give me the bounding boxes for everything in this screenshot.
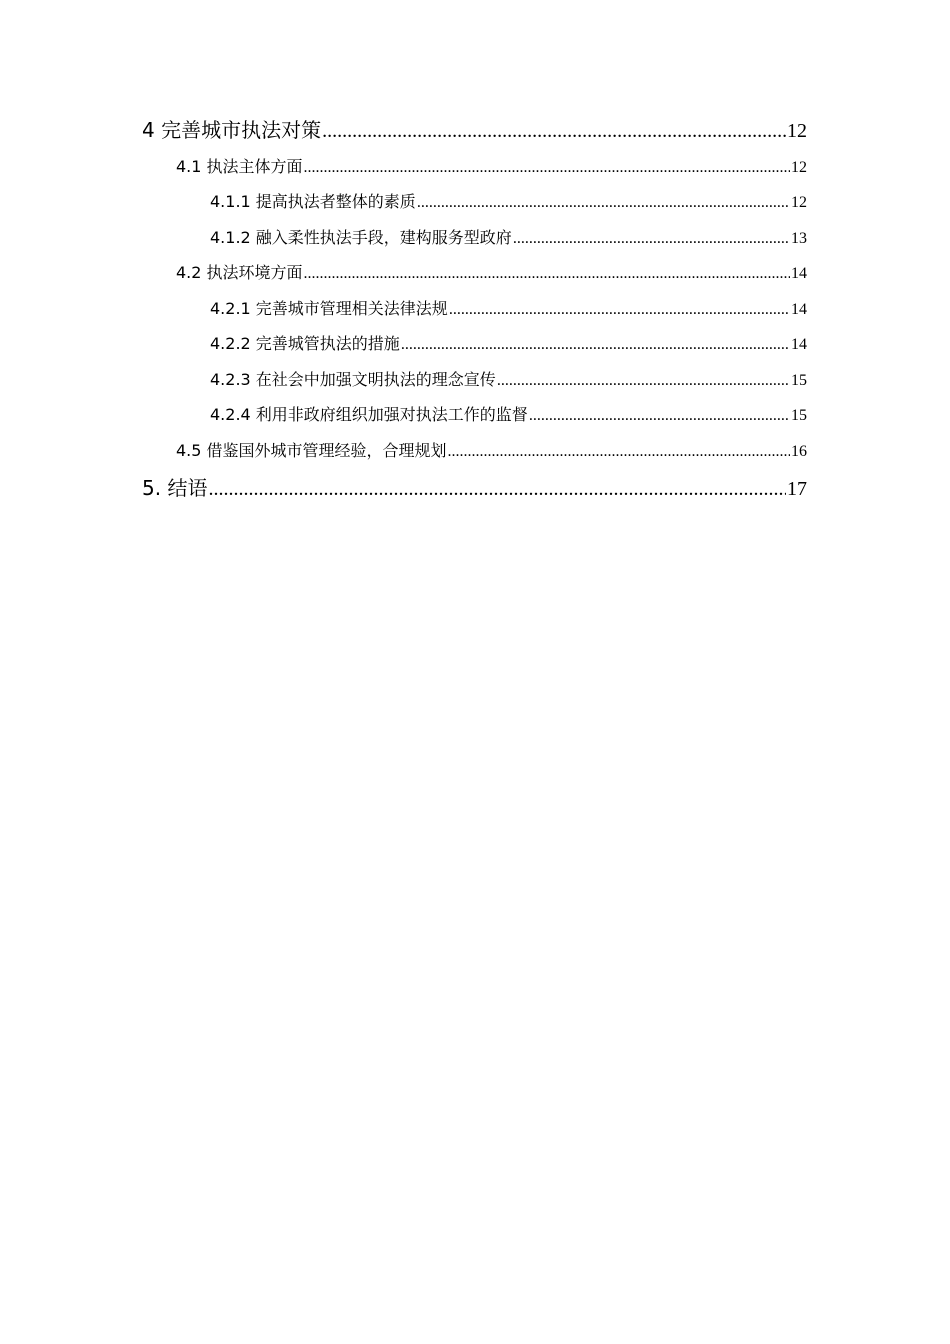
toc-dot-leader [322, 120, 786, 143]
toc-dot-leader [497, 372, 790, 390]
toc-entry-4-1-1[interactable] [210, 189, 807, 212]
toc-page-number: 13 [791, 230, 807, 247]
toc-entry-chapter-5[interactable] [142, 472, 807, 501]
toc-entry-4-5[interactable] [176, 438, 807, 461]
toc-page-number: 14 [791, 336, 807, 353]
toc-page-number: 12 [787, 120, 807, 142]
toc-page-number: 15 [791, 372, 807, 389]
toc-entry-label: 4.1.1 提高执法者整体的素质 [210, 192, 416, 211]
toc-dot-leader [304, 265, 790, 283]
toc-entry-4-2-1[interactable] [210, 296, 807, 319]
toc-entry-label: 4.2.1 完善城市管理相关法律法规 [210, 299, 448, 318]
toc-dot-leader [448, 443, 790, 461]
toc-dot-leader [208, 478, 786, 501]
toc-dot-leader [449, 301, 790, 319]
toc-page-number: 16 [791, 443, 807, 460]
toc-entry-4-2-2[interactable] [210, 331, 807, 354]
toc-dot-leader [417, 194, 790, 212]
toc-entry-4-1-2[interactable] [210, 225, 807, 248]
toc-entry-label: 4.2 执法环境方面 [176, 263, 303, 282]
toc-page-number: 15 [791, 407, 807, 424]
toc-page-number: 14 [791, 301, 807, 318]
toc-entry-chapter-4[interactable] [142, 114, 807, 143]
toc-entry-label: 4.1.2 融入柔性执法手段，建构服务型政府 [210, 228, 512, 247]
toc-entry-label: 5. 结语 [142, 476, 208, 500]
toc-dot-leader [513, 230, 790, 248]
toc-dot-leader [401, 336, 790, 354]
toc-entry-4-2-4[interactable] [210, 402, 807, 425]
toc-entry-label: 4.2.2 完善城管执法的措施 [210, 334, 400, 353]
toc-entry-4-2-3[interactable] [210, 367, 807, 390]
toc-dot-leader [529, 407, 790, 425]
toc-entry-4-2[interactable] [176, 260, 807, 283]
toc-entry-label: 4.5 借鉴国外城市管理经验，合理规划 [176, 441, 447, 460]
toc-entry-label: 4.2.3 在社会中加强文明执法的理念宣传 [210, 370, 496, 389]
toc-page-number: 12 [791, 194, 807, 211]
toc-entry-label: 4 完善城市执法对策 [142, 118, 322, 142]
toc-dot-leader [304, 159, 790, 177]
toc-page-number: 12 [791, 159, 807, 176]
toc-entry-label: 4.1 执法主体方面 [176, 157, 303, 176]
toc-entry-4-1[interactable] [176, 154, 807, 177]
toc-page-number: 14 [791, 265, 807, 282]
toc-entry-label: 4.2.4 利用非政府组织加强对执法工作的监督 [210, 405, 528, 424]
toc-page-number: 17 [787, 478, 807, 500]
